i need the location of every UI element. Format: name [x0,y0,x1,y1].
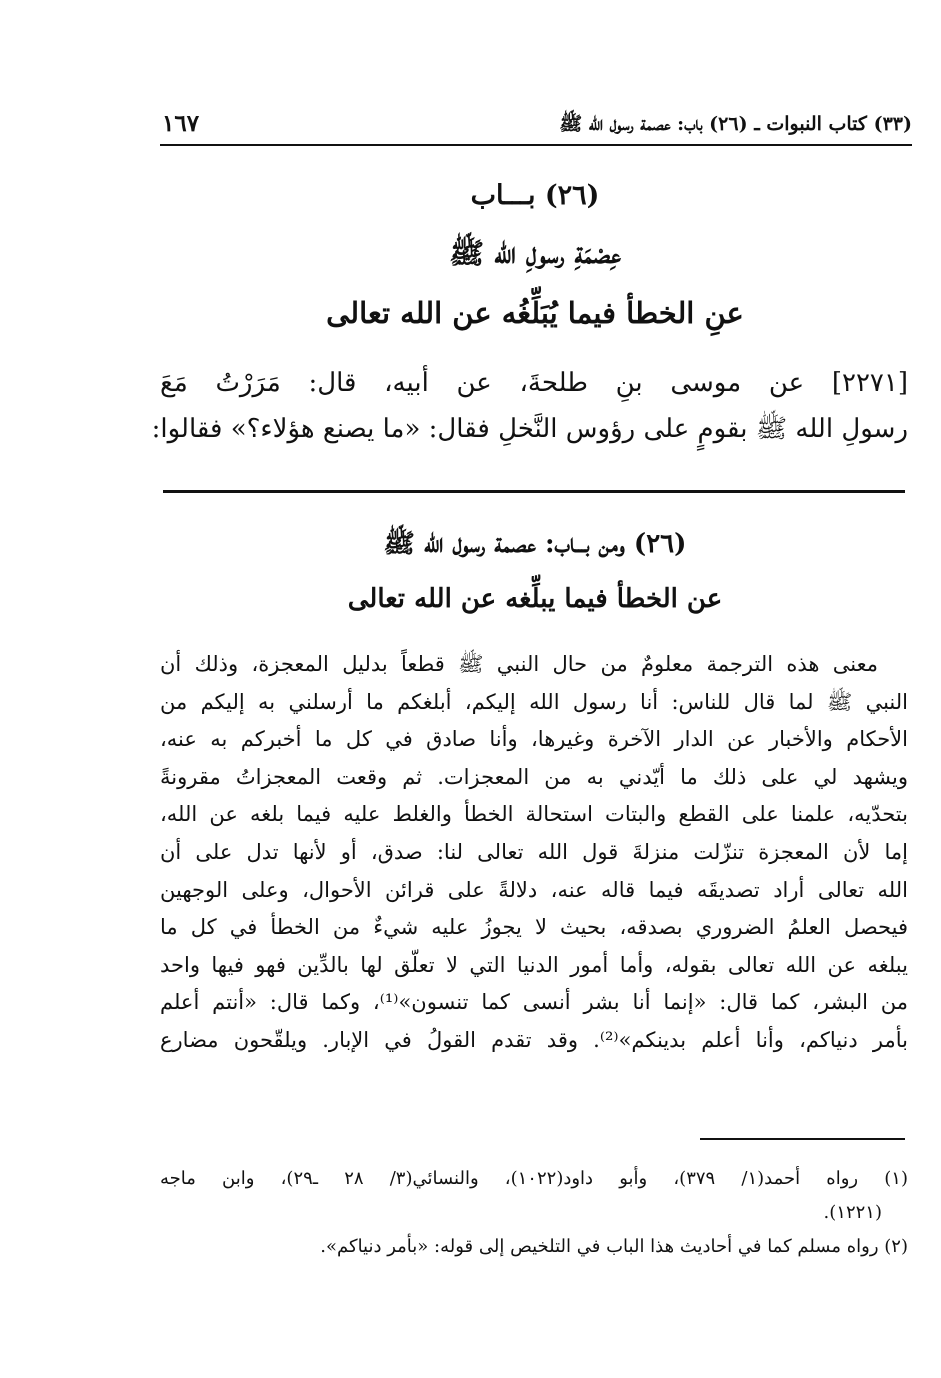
chapter-subtitle-1: عِصْمَةِ رسولِ الله ﷺ [449,236,621,270]
footnote-1-continuation: (١٢٢١). [823,1202,882,1223]
footnote-2: (٢) رواه مسلم كما في أحاديث هذا الباب في التلخيص إلى قوله: «بأمر دنياكم». [320,1236,908,1257]
commentary-line: فيحصل العلمُ الضروري بصدقه، بحيث لا يجوزُ عليه شيءٌ من الخطأ في كل ما [160,915,908,940]
commentary-line: ويشهد لي على ذلك ما أيّدني به من المعجزات. ثم وقعت المعجزاتُ مقرونةً [160,764,908,789]
commentary-line: يبلغه عن الله تعالى بقوله، وأما أمور الدنيا التي لا تعلّق لها بالدِّين فهو فيها واحد [160,952,908,977]
commentary-line: النبي ﷺ لما قال للناس: أنا رسول الله إليكم، أبلغكم ما أرسلني به إليكم من [160,689,908,714]
commentary-line: بأمر دنياكم، وأنا أعلم بدينكم»⁽²⁾. وقد تقدم القولُ في الإبار. ويلقّحون مضارع [160,1027,908,1052]
running-title: (٣٣) كتاب النبوات ـ (٢٦) باب: عصمة رسول الله ﷺ [559,113,912,135]
footnotes [160,1162,908,1264]
commentary-line: معنى هذه الترجمة معلومٌ من حال النبي ﷺ قطعاً بدليل المعجزة، وذلك أن [160,652,878,676]
footnote-rule [700,1138,905,1140]
commentary-line: الأحكام والأخبار عن الدار الآخرة وغيرها، وأنا صادق في كل ما أخبركم به عنه، [160,727,908,752]
hadith-text [151,360,908,452]
commentary-heading-1: (٢٦) ومن بـــاب: عصمة رسول الله ﷺ [383,529,687,559]
commentary-heading-2: عن الخطأ فيما يبلِّغه عن الله تعالى [347,584,723,614]
commentary-line: إما لأن المعجزة تنزّلت منزلةَ قول الله تعالى لنا: صدق، أو لأنها تدل على أن [160,839,908,864]
footnote-1: (١) رواه أحمد(١/ ٣٧٩)، وأبو داود(١٠٢٢)، والنسائي(٣/ ٢٨ ـ٢٩)، وابن ماجه [160,1168,908,1189]
hadith-line: رسولِ الله ﷺ بقومٍ على رؤوس النَّخلِ فقال: «ما يصنع هؤلاء؟» فقالوا: [151,414,908,444]
section-divider [163,490,905,493]
commentary-line: بتحدّيه، علمنا على القطع والبتات استحالة الخطأ والغلط عليه فيما بلغه عن الله، [160,802,908,827]
page-header [160,108,912,146]
chapter-subtitle-2: عنِ الخطأ فيما يُبَلِّغُه عن الله تعالى [326,296,744,330]
commentary-line: من البشر، كما قال: «إنما أنا بشر أنسى كما تنسون»⁽¹⁾، وكما قال: «أنتم أعلم [160,990,908,1015]
page-number: ١٦٧ [162,110,200,137]
hadith-line: [٢٢٧١] عن موسى بنِ طلحةَ، عن أبيه، قال: مَرَرْتُ مَعَ [160,368,908,398]
chapter-title: (٢٦) بـــاب [470,180,600,211]
commentary-text [160,646,908,1060]
commentary-line: الله تعالى أراد تصديقَه فيما قاله عنه، دلالةً على قرائن الأحوال، وعلى الوجهين [160,877,908,902]
